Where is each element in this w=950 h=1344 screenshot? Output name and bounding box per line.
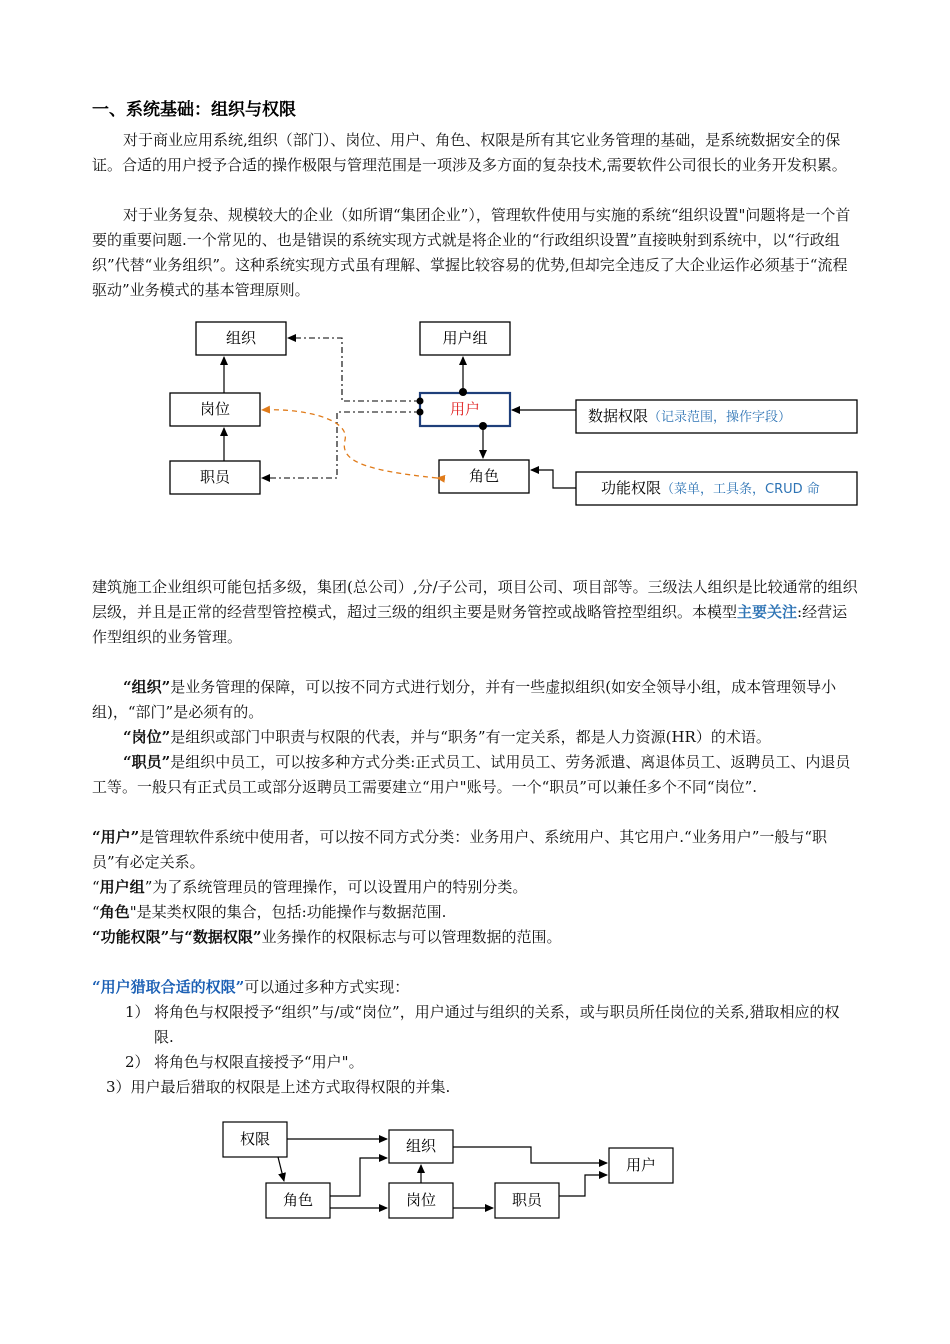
d2-user-box — [609, 1148, 673, 1183]
method-2-number: 2） — [125, 1053, 150, 1071]
post-box — [170, 393, 260, 426]
d2-org-box — [389, 1130, 453, 1163]
permission-flow-diagram — [0, 1115, 950, 1225]
svg-text:数据权限（记录范围，操作字段） — [588, 407, 791, 425]
usergroup-box — [420, 322, 510, 355]
post-box-label: 岗位 — [199, 400, 231, 418]
def-role: “角色"是某类权限的集合，包括:功能操作与数据范围. — [92, 903, 447, 921]
data-permission-note: （记录范围，操作字段） — [648, 410, 792, 425]
data-permission-box — [576, 400, 857, 433]
method-1-text: 将角色与权限授予“组织”与/或“岗位”，用户通过与组织的关系，或与职员所任岗位的关系,猎取相应的权限. — [154, 1003, 840, 1046]
d2-perm-box — [223, 1122, 287, 1157]
d2-staff-label: 职员 — [511, 1191, 543, 1209]
usergroup-box-label: 用户组 — [442, 329, 488, 347]
def-post-term: “岗位” — [123, 728, 171, 746]
intro-paragraph-1: 对于商业应用系统,组织（部门）、岗位、用户、角色、权限是所有其它业务管理的基础，是系统数据安全的保证。合适的用户授予合适的操作极限与管理范围是一项涉及多方面的复杂技术,需要软件公司很长的业务开发积累。 — [92, 131, 847, 174]
d2-arrow-role-to-org — [330, 1158, 387, 1196]
dashdot-user-to-org — [288, 338, 420, 401]
d2-post-box — [389, 1183, 453, 1218]
def-usergroup-term: 用户组 — [99, 878, 145, 896]
def-usergroup: “用户组”为了系统管理员的管理操作，可以设置用户的特别分类。 — [92, 878, 528, 896]
user-box-label: 用户 — [449, 400, 481, 418]
def-permissions-term: “功能权限”与“数据权限” — [92, 928, 262, 946]
d2-arrow-org-to-user — [453, 1147, 607, 1163]
org-box — [196, 322, 286, 355]
function-permission-box — [576, 472, 857, 505]
d2-org-label: 组织 — [405, 1137, 437, 1155]
def-org: “组织”是业务管理的保障，可以按不同方式进行划分，并有一些虚拟组织(如安全领导小组，成本管理领导小组)，“部门”是必须有的。 — [92, 678, 837, 721]
intro-paragraph-2: 对于业务复杂、规模较大的企业（如所谓“集团企业”），管理软件使用与实施的系统“组织设置"问题将是一个首要的重要问题.一个常见的、也是错误的系统实现方式就是将企业的“行政组织设置”直接映射到系统中，以“行政组织”代替“业务组织”。这种系统实现方式虽有理解、掌握比较容易的优势,但却完全违反了大企业运作必须基于“流程驱动”业务模式的基本管理原则。 — [92, 206, 851, 299]
function-permission-label: 功能权限 — [601, 479, 662, 497]
d2-perm-label: 权限 — [239, 1130, 271, 1148]
focus-highlight: 主要关注 — [737, 603, 798, 621]
d2-post-label: 岗位 — [405, 1191, 437, 1209]
method-1-number: 1） — [125, 1003, 150, 1021]
d2-role-box — [266, 1183, 330, 1218]
section-heading: 一、系统基础：组织与权限 — [92, 100, 296, 120]
data-permission-label: 数据权限 — [588, 407, 649, 425]
function-permission-note: （菜单，工具条，CRUD 命 — [661, 482, 820, 497]
method-2-text: 将角色与权限直接授予“用户"。 — [154, 1053, 364, 1071]
d2-arrow-staff-to-user — [559, 1175, 607, 1196]
def-user-term: “用户” — [92, 828, 140, 846]
d2-user-label: 用户 — [625, 1156, 657, 1174]
methods-title-highlight: “用户猎取合适的权限” — [92, 978, 245, 996]
arrow-func-perm-to-role — [531, 470, 576, 488]
role-box-label: 角色 — [468, 467, 500, 485]
def-staff: “职员”是组织中员工，可以按多种方式分类:正式员工、试用员工、劳务派遣、离退体员工、返聘员工、内退员工等。一般只有正式员工或部分返聘员工需要建立“用户"账号。一个“职员”可以兼任多个不同“岗位”. — [92, 753, 851, 796]
user-box — [420, 393, 510, 426]
dashdot-user-to-staff — [262, 412, 420, 478]
d2-arrow-perm-to-role — [278, 1157, 284, 1181]
role-box — [439, 460, 529, 493]
svg-text:功能权限（菜单，工具条，CRUD 命 — [601, 479, 820, 497]
methods-title: “用户猎取合适的权限”可以通过多种方式实现： — [92, 978, 410, 996]
d2-staff-box — [495, 1183, 559, 1218]
def-user: “用户”是管理软件系统中使用者，可以按不同方式分类：业务用户、系统用户、其它用户.“业务用户”一般与“职员”有必定关系。 — [92, 828, 828, 871]
def-role-term: 角色 — [99, 903, 130, 921]
staff-box-label: 职员 — [199, 468, 231, 486]
org-permission-diagram — [0, 300, 950, 530]
def-permissions: “功能权限”与“数据权限”业务操作的权限标志与可以管理数据的范围。 — [92, 928, 562, 946]
org-box-label: 组织 — [225, 329, 257, 347]
def-post: “岗位”是组织或部门中职责与权限的代表，并与“职务”有一定关系，都是人力资源(HR）的术语。 — [123, 728, 771, 746]
orange-role-post-link — [262, 410, 437, 478]
method-3-text: 3）用户最后猎取的权限是上述方式取得权限的并集. — [106, 1078, 451, 1096]
def-staff-term: “职员” — [123, 753, 171, 771]
staff-box — [170, 461, 260, 494]
d2-role-label: 角色 — [282, 1191, 314, 1209]
section2-paragraph: 建筑施工企业组织可能包括多级，集团(总公司）,分/子公司，项目公司、项目部等。三级法人组织是比较通常的组织层级，并且是正常的经营型管控模式，超过三级的组织主要是财务管控或战略管控型组织。本模型主要关注:经营运作型组织的业务管理。 — [92, 578, 858, 646]
def-org-term: “组织” — [123, 678, 171, 696]
